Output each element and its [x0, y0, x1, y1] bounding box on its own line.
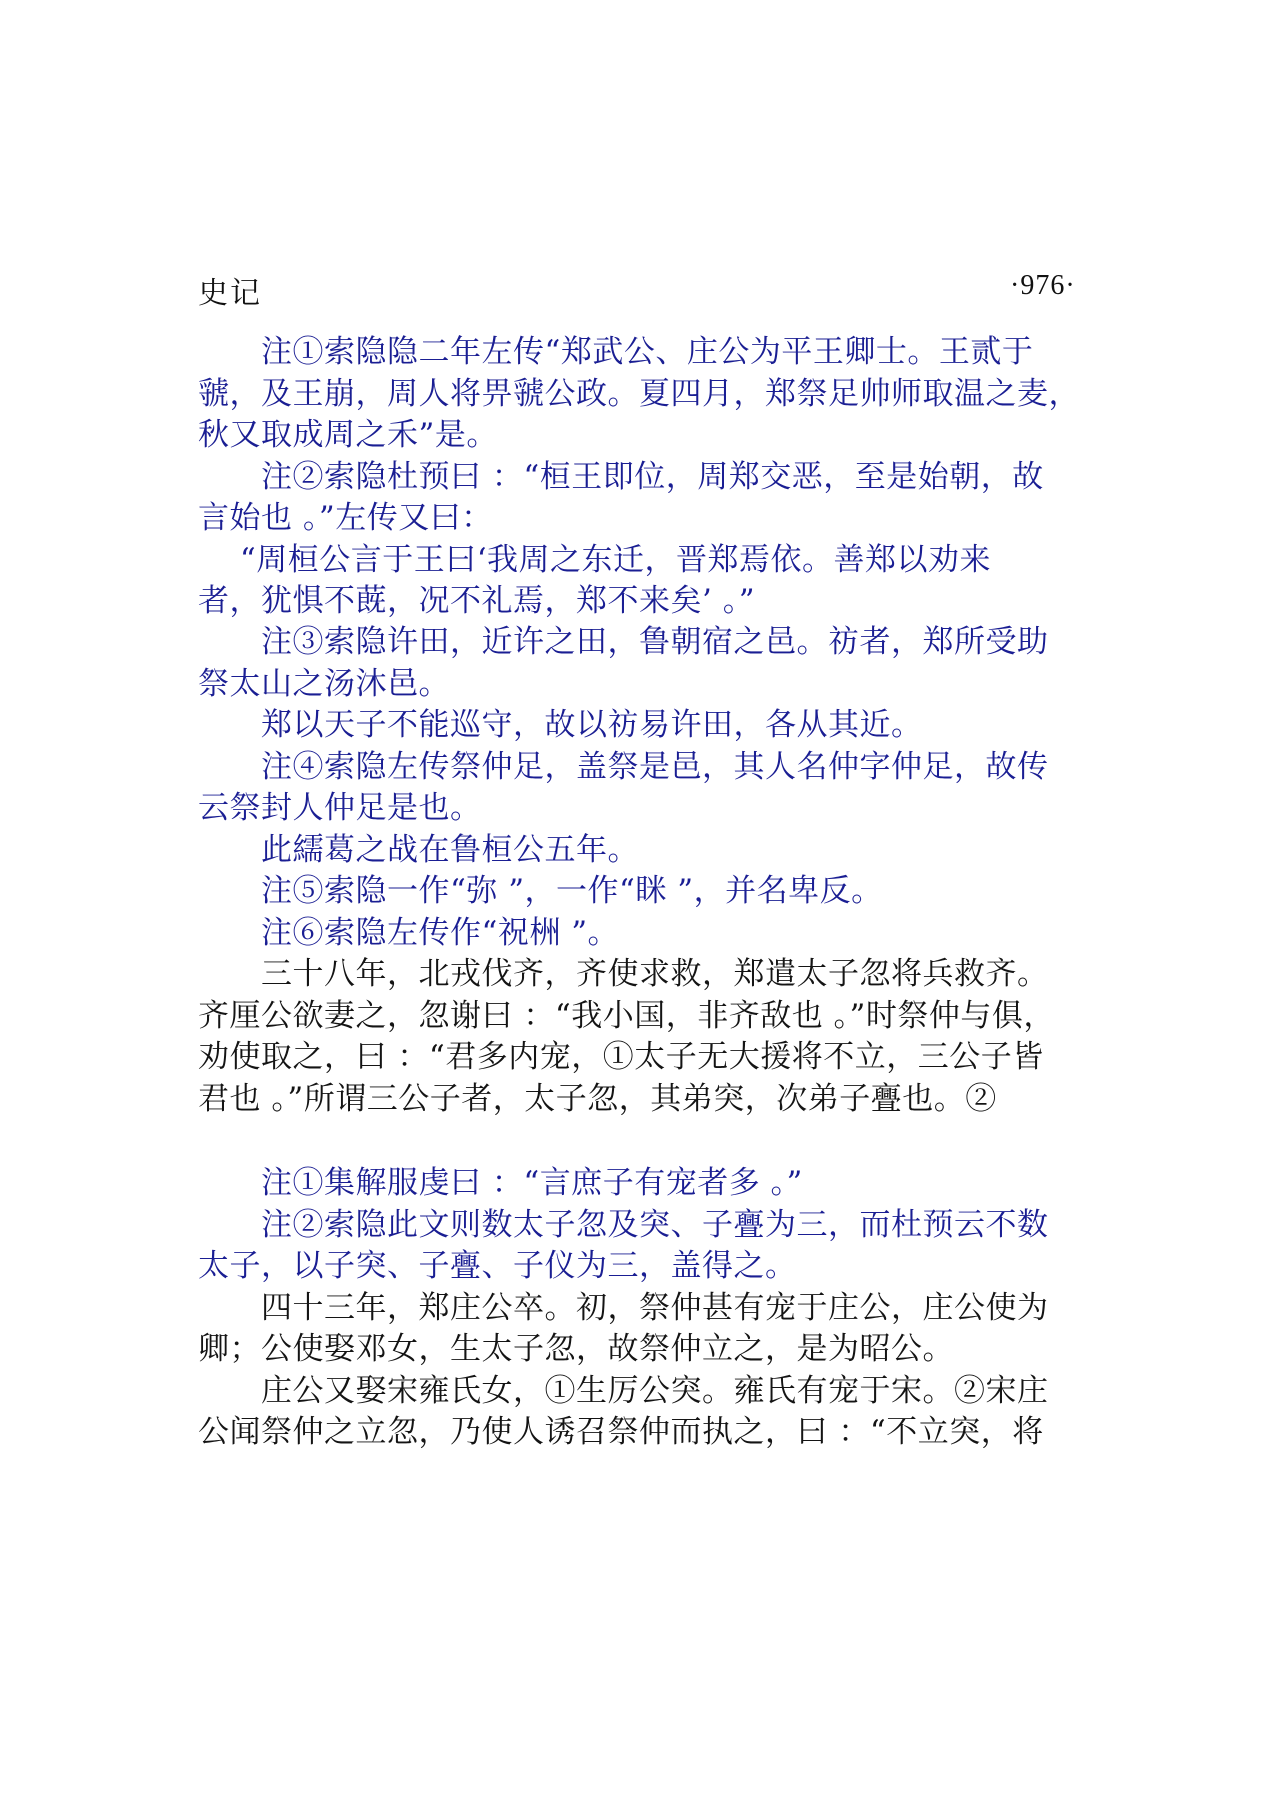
- text-line: 太子，以子突、子亹、子仪为三，盖得之。: [198, 1248, 797, 1284]
- text-line: 公闻祭仲之立忽，乃使人诱召祭仲而执之，曰 ：“不立突，将: [198, 1414, 1044, 1450]
- text-line: 注①索隐隐二年左传“郑武公、庄公为平王卿士。王贰于: [198, 334, 1034, 370]
- text-line: 云祭封人仲足是也。: [198, 790, 482, 826]
- page-number: ·976·: [1010, 270, 1076, 301]
- text-line: 三十八年，北戎伐齐，齐使求救，郑遣太子忽将兵救齐。: [198, 956, 1049, 992]
- text-line: 卿；公使娶邓女，生太子忽，故祭仲立之，是为昭公。: [198, 1331, 954, 1367]
- text-line: 秋又取成周之禾”是。: [198, 417, 498, 453]
- text-line: 庄公又娶宋雍氏女，①生厉公突。雍氏有宠于宋。②宋庄: [198, 1373, 1049, 1409]
- text-line: 祭太山之汤沐邑。: [198, 666, 450, 702]
- text-line: 注④索隐左传祭仲足，盖祭是邑，其人名仲字仲足，故传: [198, 749, 1049, 785]
- text-line: 者，犹惧不蔇，况不礼焉，郑不来矣’ 。”: [198, 583, 756, 619]
- book-title: 史记: [198, 276, 262, 311]
- text-line: 君也 。”所谓三公子者，太子忽，其弟突，次弟子亹也。②: [198, 1081, 997, 1117]
- text-line: 齐厘公欲妻之，忽谢曰 ：“我小国，非齐敌也 。”时祭仲与俱，: [198, 998, 1055, 1034]
- text-line: 注⑥索隐左传作“祝栦 ”。: [198, 915, 620, 951]
- text-line: 注②索隐此文则数太子忽及突、子亹为三，而杜预云不数: [198, 1207, 1049, 1243]
- text-line: “周桓公言于王曰‘我周之东迁，晋郑焉依。善郑以劝来: [198, 542, 992, 578]
- text-line: 注③索隐许田，近许之田，鲁朝宿之邑。祊者，郑所受助: [198, 624, 1049, 660]
- text-line: 郑以天子不能巡守，故以祊易许田，各从其近。: [198, 707, 923, 743]
- text-line: 虢，及王崩，周人将畀虢公政。夏四月，郑祭足帅师取温之麦，: [198, 376, 1080, 412]
- text-line: 四十三年，郑庄公卒。初，祭仲甚有宠于庄公，庄公使为: [198, 1290, 1049, 1326]
- text-line: 言始也 。”左传又曰：: [198, 500, 493, 536]
- text-line: 注②索隐杜预曰 ：“桓王即位，周郑交恶，至是始朝，故: [198, 459, 1044, 495]
- text-line: 注⑤索隐一作“弥 ”，一作“眯 ”，并名卑反。: [198, 873, 883, 909]
- text-line: 注①集解服虔曰 ：“言庶子有宠者多 。”: [198, 1165, 803, 1201]
- text-line: 劝使取之，曰 ：“君多内宠，①太子无大援将不立，三公子皆: [198, 1039, 1044, 1075]
- text-line: 此繻葛之战在鲁桓公五年。: [198, 832, 639, 868]
